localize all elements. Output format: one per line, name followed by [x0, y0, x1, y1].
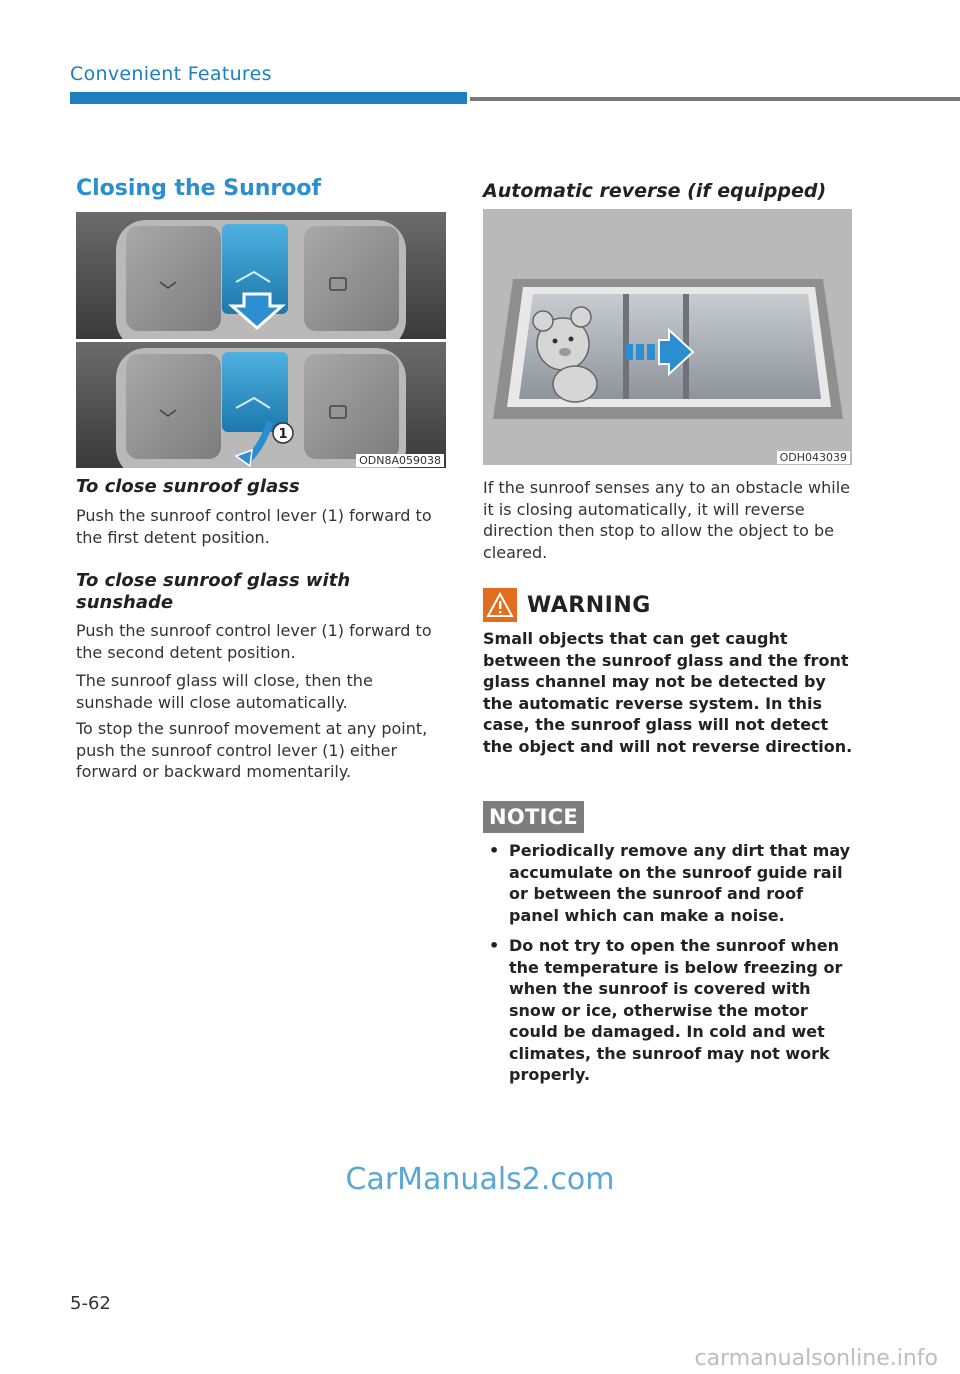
paragraph-close-sunshade: Push the sunroof control lever (1) forward to the second detent position. — [76, 621, 432, 662]
warning-box — [483, 588, 855, 757]
notice-badge: NOTICE — [483, 801, 584, 833]
figure-code: ODN8A059038 — [356, 454, 444, 467]
auto-reverse-illustration — [483, 209, 852, 465]
paragraph-close-glass: Push the sunroof control lever (1) forward to the first detent position. — [76, 506, 432, 547]
paragraph-auto-reverse: If the sunroof senses any to an obstacle while it is closing automatically, it will reverse direction then stop to allow the object to be cleared. — [483, 478, 851, 562]
figure-code: ODH043039 — [777, 451, 850, 464]
notice-list — [483, 840, 855, 1095]
section-header: Convenient Features — [70, 63, 272, 85]
notice-item: • Do not try to open the sunroof when the temperature is below freezing or when the sunroof is covered with snow or ice, otherwise the motor could be damaged. In cold and wet climates, the sunroof may not work properly. — [483, 935, 855, 1086]
auto-reverse-figure — [483, 209, 852, 465]
warning-icon — [483, 588, 517, 622]
subheading-close-sunshade: To close sunroof glass with sunshade — [76, 570, 351, 613]
callout-1-label: 1 — [278, 427, 288, 442]
paragraph-stop-movement: To stop the sunroof movement at any point, push the sunroof control lever (1) either forward or backward momentarily. — [76, 719, 428, 781]
paragraph-sunshade-auto: The sunroof glass will close, then the sunshade will close automatically. — [76, 671, 373, 712]
header-rule — [470, 97, 960, 101]
warning-title: WARNING — [527, 592, 651, 618]
watermark-text: CarManuals2.com — [345, 1162, 615, 1197]
subheading-close-glass: To close sunroof glass — [76, 476, 300, 497]
page-number: 5-62 — [70, 1293, 111, 1314]
header-accent-bar — [70, 92, 467, 104]
notice-item: • Periodically remove any dirt that may accumulate on the sunroof guide rail or between the sunroof and roof panel which can make a noise. — [483, 840, 855, 926]
subheading-auto-reverse: Automatic reverse (if equipped) — [483, 180, 827, 202]
footer-url: carmanualsonline.info — [694, 1346, 938, 1371]
section-title: Closing the Sunroof — [76, 176, 322, 201]
warning-text: Small objects that can get caught between the sunroof glass and the front glass channel may not be detected by the automatic reverse system. In this case, the sunroof glass will not detect the object and will not reverse direction. — [483, 629, 853, 756]
sunroof-lever-illustration — [76, 212, 446, 468]
sunroof-lever-figure — [76, 212, 446, 468]
